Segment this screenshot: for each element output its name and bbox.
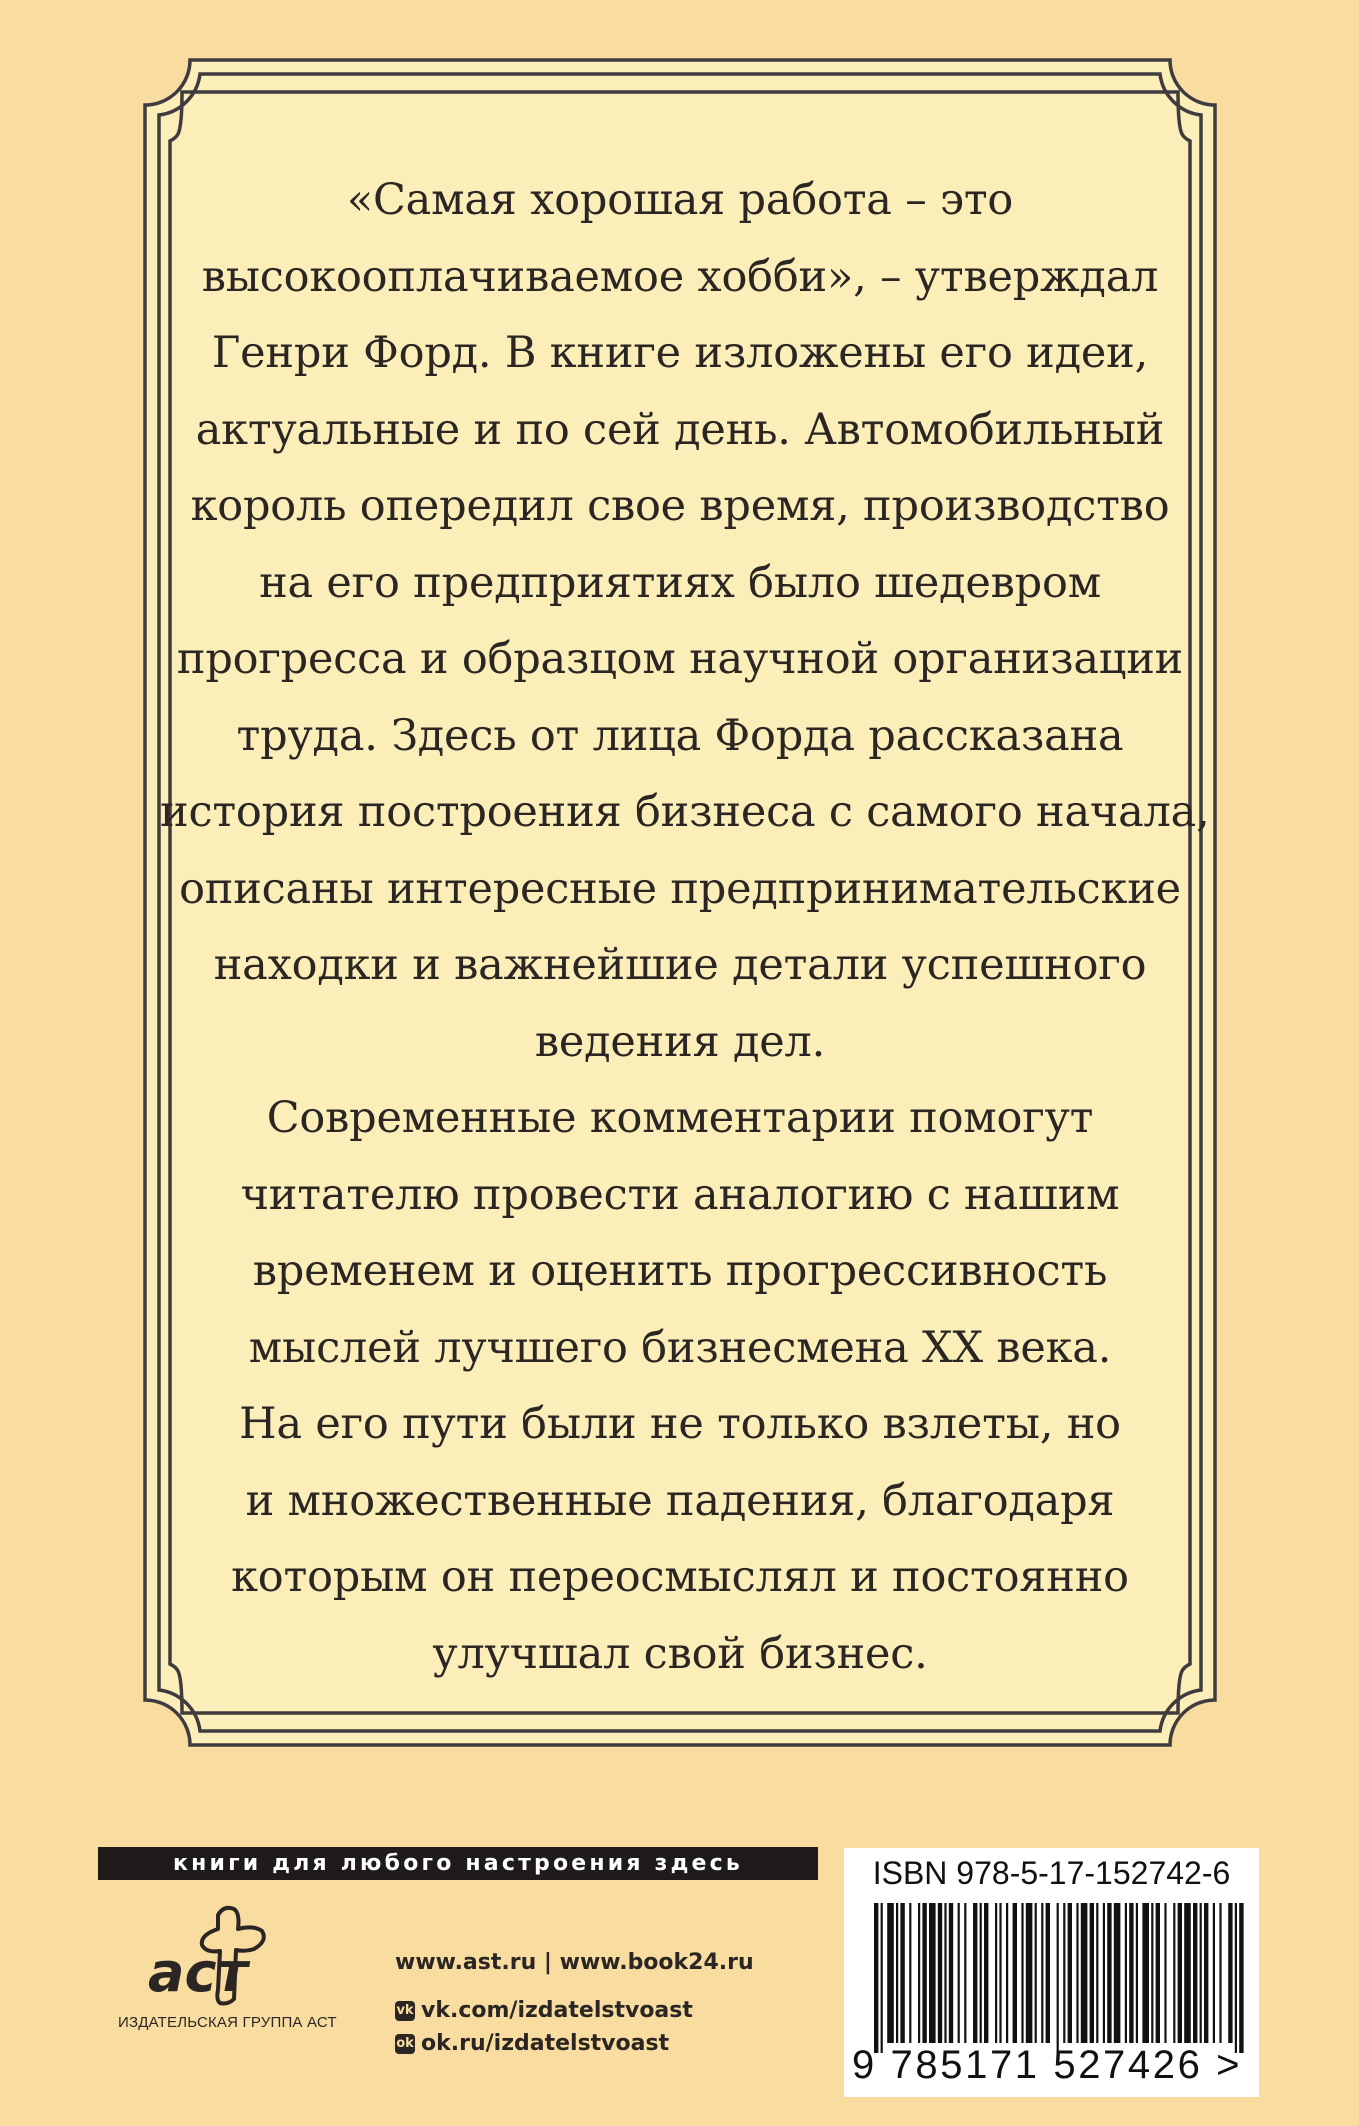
- barcode-bar: [1178, 1903, 1182, 2043]
- barcode-bar: [1213, 1903, 1215, 2043]
- barcode-bar: [881, 1903, 883, 2053]
- barcode-bar: [1204, 1903, 1208, 2043]
- annotation-line: которым он переосмыслял и постоянно: [231, 1552, 1129, 1602]
- barcode-bar: [896, 1903, 898, 2043]
- annotation-line: описаны интересные предпринимательские: [179, 863, 1181, 914]
- annotation-line: король опередил свое время, производство: [190, 481, 1170, 531]
- barcode-bar: [1151, 1903, 1153, 2043]
- barcode-bar: [1136, 1903, 1138, 2043]
- ok-link[interactable]: ok.ru/izdatelstvoast: [421, 2031, 670, 2056]
- barcode-bar: [1090, 1903, 1094, 2043]
- website-link-book24[interactable]: www.book24.ru: [559, 1950, 754, 1975]
- website-link-ast[interactable]: www.ast.ru: [395, 1950, 537, 1975]
- barcode-bar: [1081, 1903, 1088, 2043]
- barcode-bar: [929, 1903, 936, 2043]
- barcode-bar: [1219, 1903, 1221, 2043]
- barcode-bar: [922, 1903, 926, 2043]
- barcode-bar: [999, 1903, 1001, 2043]
- barcode-bar: [1063, 1903, 1065, 2043]
- annotation-line: ведения дел.: [534, 1016, 826, 1067]
- isbn-barcode-box: [844, 1848, 1259, 2097]
- annotation-line: улучшал свой бизнес.: [432, 1628, 928, 1679]
- ok-link-row[interactable]: [395, 2027, 754, 2060]
- barcode-bar: [949, 1903, 953, 2043]
- barcode-bar: [874, 1903, 878, 2053]
- barcode-bar: [1200, 1903, 1202, 2043]
- annotation-line: «Самая хорошая работа – это: [346, 175, 1014, 225]
- barcode-bar: [1057, 1903, 1059, 2053]
- barcode-bar: [1013, 1903, 1017, 2043]
- barcode-bar: [918, 1903, 920, 2043]
- barcode-bar: [995, 1903, 997, 2043]
- logo-text: аст: [148, 1941, 248, 2004]
- vk-link-row[interactable]: [395, 1994, 754, 2027]
- book-annotation: [160, 162, 1210, 1692]
- website-links: [395, 1950, 754, 1994]
- barcode-bar: [1026, 1903, 1033, 2043]
- barcode-bar: [1193, 1903, 1197, 2043]
- barcode-bar: [900, 1903, 904, 2043]
- barcode-bar: [1184, 1903, 1191, 2043]
- annotation-line: Генри Форд. В книге изложены его идеи,: [211, 328, 1149, 378]
- vk-link[interactable]: vk.com/izdatelstvoast: [421, 1998, 693, 2023]
- barcode-bar: [944, 1903, 946, 2043]
- barcode-bar: [964, 1903, 966, 2043]
- isbn-label: ISBN 978-5-17-152742-6: [872, 1855, 1231, 1891]
- annotation-line: труда. Здесь от лица Форда рассказана: [236, 710, 1124, 761]
- barcode-bar: [1021, 1903, 1023, 2043]
- annotation-line: Современные комментарии помогут: [266, 1093, 1094, 1143]
- annotation-line: на его предприятиях было шедевром: [259, 557, 1101, 608]
- barcode-bar: [1041, 1903, 1043, 2043]
- annotation-line: история построения бизнеса с самого начала,: [160, 787, 1210, 837]
- barcode-bar: [1239, 1903, 1243, 2053]
- barcode-bar: [1125, 1903, 1127, 2043]
- barcode-bar: [984, 1903, 988, 2043]
- barcode-bar: [909, 1903, 911, 2043]
- tagline-bar: книги для любого настроения здесь: [98, 1847, 818, 1880]
- annotation-line: актуальные и по сей день. Автомобильный: [195, 404, 1165, 455]
- annotation-line: читателю провести аналогию с нашим: [240, 1169, 1120, 1220]
- link-separator: |: [543, 1950, 552, 1975]
- annotation-line: и множественные падения, благодаря: [245, 1475, 1115, 1526]
- annotation-line: мыслей лучшего бизнесмена XX века.: [248, 1322, 1112, 1373]
- barcode-bar: [1006, 1903, 1008, 2043]
- barcode-bar: [1096, 1903, 1098, 2043]
- barcode-bar: [887, 1903, 894, 2043]
- barcode-bar: [1156, 1903, 1160, 2043]
- barcode-bar: [973, 1903, 977, 2043]
- annotation-line: временем и оценить прогрессивность: [252, 1246, 1108, 1296]
- barcode-bar: [1107, 1903, 1111, 2043]
- annotation-line: прогресса и образцом научной организации: [176, 634, 1184, 684]
- barcode-bar: [1076, 1903, 1078, 2043]
- barcode-bar: [1129, 1903, 1133, 2043]
- ok-icon: ok: [395, 2034, 415, 2054]
- annotation-line: находки и важнейшие детали успешного: [213, 940, 1147, 990]
- barcode-bar: [1235, 1903, 1237, 2053]
- barcode-bar: [1103, 1903, 1105, 2043]
- publisher-logo: [140, 1905, 300, 2010]
- barcode-bar: [1164, 1903, 1166, 2043]
- barcode-bar: [1114, 1903, 1121, 2043]
- publisher-links: [395, 1950, 754, 2060]
- barcode-bar: [1142, 1903, 1149, 2043]
- vk-icon: vk: [395, 2001, 415, 2021]
- barcode-bar: [1173, 1903, 1175, 2043]
- barcode-digits: 9 785171 527426 >: [852, 2043, 1243, 2087]
- barcode-bar: [980, 1903, 982, 2043]
- barcode-bar: [1228, 1903, 1232, 2043]
- barcode-bar: [1046, 1903, 1050, 2043]
- barcode-bar: [958, 1903, 960, 2043]
- barcode-bar: [938, 1903, 942, 2043]
- annotation-line: На его пути были не только взлеты, но: [239, 1399, 1121, 1449]
- barcode-bar: [1035, 1903, 1037, 2043]
- barcode-bar: [1068, 1903, 1072, 2043]
- publisher-name: ИЗДАТЕЛЬСКАЯ ГРУППА АСТ: [118, 2014, 337, 2031]
- annotation-line: высокооплачиваемое хобби», – утверждал: [201, 251, 1159, 302]
